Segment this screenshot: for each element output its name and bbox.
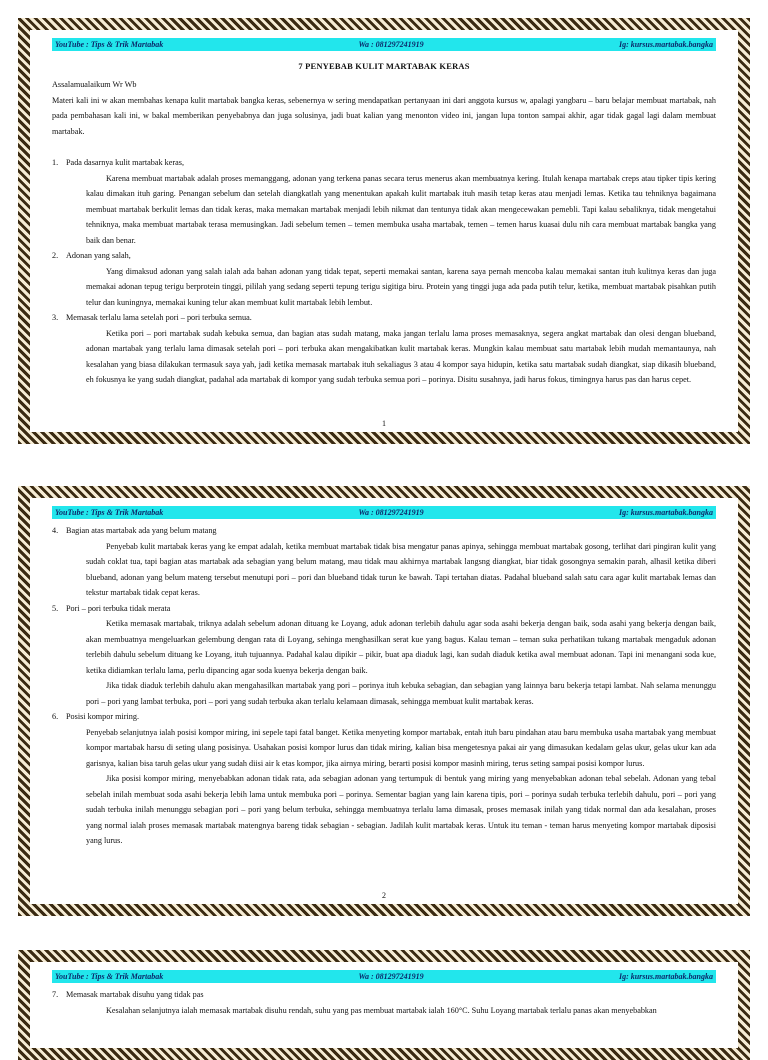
item-heading: Pori – pori terbuka tidak merata bbox=[66, 603, 171, 613]
list-item: 6. Posisi kompor miring. bbox=[52, 712, 140, 721]
header-bar bbox=[52, 38, 716, 51]
header-ig: Ig: kursus.martabak.bangka bbox=[618, 972, 713, 981]
header-youtube: YouTube : Tips & Trik Martabak bbox=[55, 972, 164, 981]
header-ig: Ig: kursus.martabak.bangka bbox=[618, 40, 713, 49]
item-heading: Adonan yang salah, bbox=[66, 251, 131, 260]
item-paragraph: Karena membuat martabak adalah proses memanggang, adonan yang terkena panas secara terus menerus akan membuatnya kering. Itulah kenapa martabak creps atau tipker tipis kering kalau dimakan ituh garing. Penangan sebelum dan setelah diangkatlah yang menentukan apakah kulit martabak ituh masih tetap keras atau menjadi lemas. Ketika tau tehniknya bagaimana membuat martabak berkulit lemas dan tidak keras, maka memakan martabak menjadi lebih nikmat dan tentunya tidak akan mengecewakan pemebli. Tapi kalau sebaliknya, tidak mengetahui tehniknya, maka membuat martabak terasa memusingkan. Jadi sebelum temen – temen membuka usaha martabak, temen – temen harus kuasai dulu nih cara membuat martabak bangka yang baik dan benar. bbox=[86, 173, 716, 245]
item-paragraph: Jika posisi kompor miring, menyebabkan adonan tidak rata, ada sebagian adonan yang tertumpuk di bentuk yang miring yang menyebabkan adonan tebal sebelah. Adonan yang tebal sebelah inilah membuat soda asahi bekerja lebih lama untuk membuka pori – porinya. Sementar bagian yang lain karena tipis, pori – porinya sudah terbuka terlebih dahulu, pori – pori yang sudah terbuka inilah menunggu sebagian pori – pori yang belum terbuka, sehingga membuatnya terlalu lama dimasak, proses memasak inilah yang tidak normal dan ada kesalahan, proses yang normal ialah proses memasak martabak matengnya bareng tidak sebagian - sebagian. Jadilah kulit martabak keras. Untuk itu teman - teman harus menyeting kompor martabak diposisi yang lurus. bbox=[86, 774, 716, 845]
document-title: 7 PENYEBAB KULIT MARTABAK KERAS bbox=[298, 61, 470, 71]
header-wa: Wa : 081297241919 bbox=[358, 40, 424, 49]
item-heading: Bagian atas martabak ada yang belum matang bbox=[66, 526, 217, 535]
page-number: 1 bbox=[382, 419, 386, 428]
item-heading: Posisi kompor miring. bbox=[66, 712, 140, 721]
page-3 bbox=[18, 950, 750, 1060]
list-item: 3. Memasak terlalu lama setelah pori – pori terbuka semua. bbox=[52, 313, 252, 322]
list-item: 1. Pada dasarnya kulit martabak keras, bbox=[52, 158, 184, 167]
item-paragraph: Ketika pori – pori martabak sudah kebuka semua, dan bagian atas sudah matang, maka jangan terlalu lama proses memasaknya, segera angkat martabak dan olesi dengan blueband, adonan martabak yang terlalu lama dimasak setelah pori – pori terbuka akan mengakibatkan kulit martabak keras. Mungkin kalau membuat satu martabak lebih mudah memantaunya, nah kesalahan yang biasa dilakukan termasuk saya yah, jadi ketika memasak martabak ituh sekaliagus 3 atau 4 kompor saya hidupin, ketika satu martabak sudah diangkat, siap dikasih blueband, eh fokusnya ke yang sudah diangkat, padahal ada martabak di kompor yang sudah terbuka semua pori – porinya. Disitu susahnya, jadi harus fokus, timingnya harus pas dan harus cepet. bbox=[86, 328, 716, 384]
page-1 bbox=[18, 18, 750, 444]
item-heading: Memasak terlalu lama setelah pori – pori terbuka semua. bbox=[66, 313, 252, 322]
item-heading: Pada dasarnya kulit martabak keras, bbox=[66, 158, 184, 167]
header-wa: Wa : 081297241919 bbox=[358, 972, 424, 981]
header-youtube: YouTube : Tips & Trik Martabak bbox=[55, 508, 164, 517]
page-2 bbox=[18, 486, 750, 916]
item-paragraph: Yang dimaksud adonan yang salah ialah ada bahan adonan yang tidak tepat, seperti memakai santan, karena saya pernah mencoba kalau memakai santan ituh kulitnya keras dan juga memakai adonan tepug terigu berprotein tinggi, pililah yang sedang seperti tepung terigu sigitiga biru. Protein yang tinggi juga ada pada putih telur, ketika, membuat martabak pisahkan putih telur dan kuningnya, memakai kuning telur akan membuat kulit martabak lebih lembut. bbox=[86, 266, 716, 307]
header-ig: Ig: kursus.martabak.bangka bbox=[618, 508, 713, 517]
item-paragraph: Kesalahan selanjutnya ialah memasak martabak disuhu rendah, suhu yang pas membuat martabak ialah 160°C. Suhu Loyang martabak terlalu panas akan menyebabkan bbox=[106, 1005, 657, 1015]
item-heading: Memasak martabak disuhu yang tidak pas bbox=[66, 990, 204, 999]
header-bar bbox=[52, 506, 716, 519]
item-paragraph: Penyebab selanjutnya ialah posisi kompor miring, ini sepele tapi fatal banget. Ketika menyeting kompor martabak, entah ituh baru pindahan atau baru membuka usaha martabak yang membuat kompor martabak harsu di seting ulang posisinya. Usahakan posisi kompor lurus dan tidak miring, kalian bisa mengetesnya pakai air yang dimasukan kedalam gelas ukur, gelas ukur kan ada garisnya, kalian bisa taruh gelas ukur yang sudah diisi air k etas kompor, jika airnya miring, berarti posisi kompor masinh miring, terus seting sampai posisi kompor lurus. bbox=[86, 727, 716, 768]
list-item: 5. Pori – pori terbuka tidak merata bbox=[52, 603, 171, 613]
header-bar bbox=[52, 970, 716, 983]
intro-paragraph: Materi kali ini w akan membahas kenapa kulit martabak bangka keras, sebenernya w sering mendapatkan pertanyaan ini dari anggota kursus w, apalagi yangbaru – baru belajar membuat martabak, nah pada pembahasan kali ini, w bakal memberikan penyebabnya dan juga solusinya, jadi buat kalian yang menonton video ini, jangan lupa tonton sampai akhir, agar tidak gagal lagi dalam membuat martabak. bbox=[52, 95, 716, 136]
list-item: 2. Adonan yang salah, bbox=[52, 251, 131, 260]
header-wa: Wa : 081297241919 bbox=[358, 508, 424, 517]
list-item: 4. Bagian atas martabak ada yang belum matang bbox=[52, 526, 217, 535]
item-paragraph: Ketika memasak martabak, triknya adalah sebelum adonan dituang ke Loyang, aduk adonan terlebih dahulu agar soda asahi bekerja dengan baik, soda asahi yang bekerja dengan baik, akan membuatnya mengeluarkan gelembung dengan rata di Loyang, sehinga menghasilkan serat kue yang bagus. Kalau teman – teman suka perhatikan tukang martabak mengaduk adonan terlebih dahulu sebelum dituang ke Loyang, ituh tujuannya. Padahal kalau dipikir – pikir, buat apa diaduk lagi, kan sudah diaduk ketika awal membuat adonan. Tapi ini menangani soda kue, ketika didiamkan terlalu lama, perlu dipancing agar soda kuenya bekerja dengan baik. bbox=[86, 619, 716, 675]
list-item: 7. Memasak martabak disuhu yang tidak pas bbox=[52, 990, 204, 999]
item-paragraph: Jika tidak diaduk terlebih dahulu akan mengahasilkan martabak yang pori – porinya ituh kebuka sebagian, dan sebagian yang lainnya baru bekerja tetapi lambat. Nah selama menunggu pori – pori yang lambat terbuka, pori – pori yang sudah terbuka akan terlalu kelamaan dimasak, sehingga membuat kulit martabak keras. bbox=[86, 681, 716, 706]
header-youtube: YouTube : Tips & Trik Martabak bbox=[55, 40, 164, 49]
page-number: 2 bbox=[382, 891, 386, 900]
item-paragraph: Penyebab kulit martabak keras yang ke empat adalah, ketika membuat martabak tidak bisa mengatur panas apinya, sehingga membuat martabak gosong, terlihat dari pingiran kulit yang sudah coklat tua, tapi bagian atas martabak ada sebagian yang belum matang, mau tidak mau akhirnya martabak langsng diangkat, biar tidak gosongnya semakin parah, alhasil ketika diberi blueband, adonan yang belum mateng tersebut menutupi pori – pori dan blueband tidak turun ke bawah. Tapi tertahan diatas. Padahal blueband salah satu cara agar kulit martabak lemas dan tekstur martabak tidak cepat keras. bbox=[86, 541, 716, 597]
greeting: Assalamualaikum Wr Wb bbox=[52, 80, 137, 89]
